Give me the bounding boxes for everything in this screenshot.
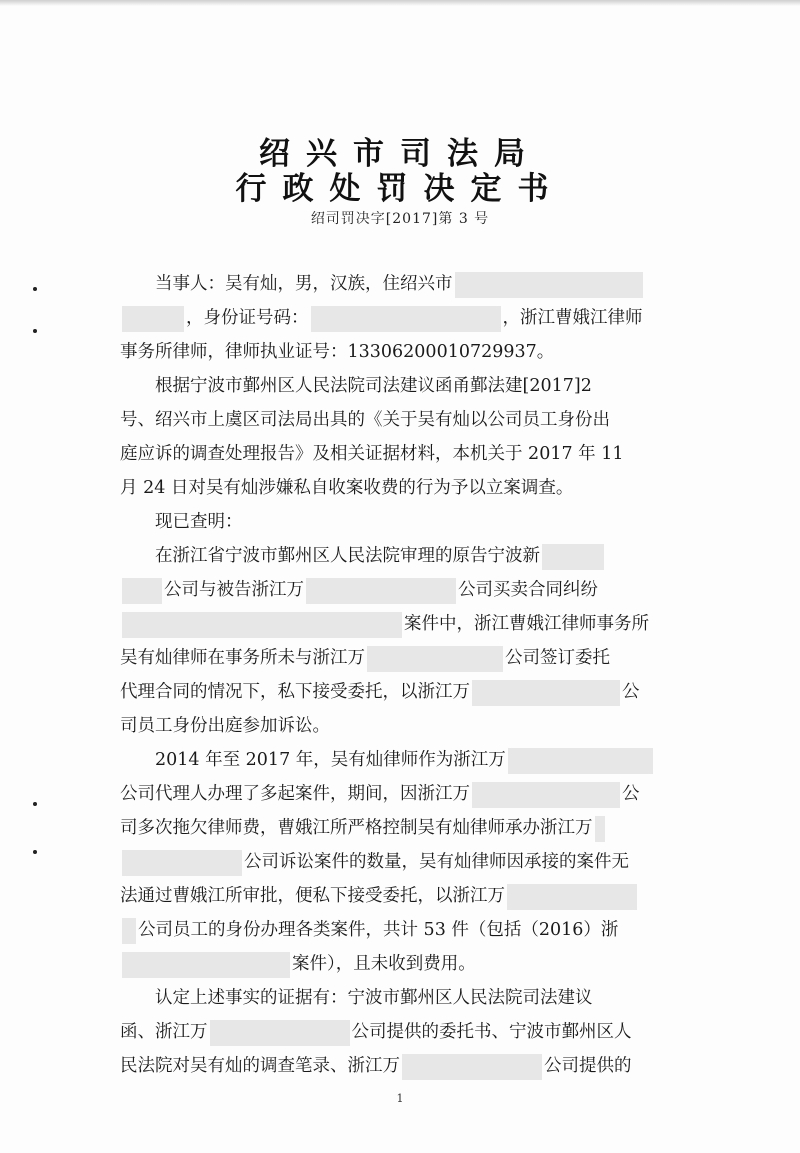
org-title: 绍兴市司法局 xyxy=(259,136,541,172)
para2-line3 xyxy=(120,438,624,470)
redaction-company-7 xyxy=(210,1020,350,1046)
para4-line3 xyxy=(120,608,649,640)
para5-line6 xyxy=(120,914,618,946)
para1-line2 xyxy=(120,302,643,334)
redaction-company-6 xyxy=(507,884,637,910)
para4-line6 xyxy=(120,710,330,742)
scan-edge-shadow xyxy=(0,0,800,6)
redaction-plaintiff-cont xyxy=(122,578,162,604)
para6-text-3a: 民法院对吴有灿的调查笔录、浙江万 xyxy=(120,1056,400,1076)
para5-text-5: 法通过曹娥江所审批，便私下接受委托，以浙江万 xyxy=(120,886,505,906)
para6-line2 xyxy=(120,1016,632,1048)
law-firm-text: ，浙江曹娥江律师 xyxy=(502,308,643,328)
redaction-case-list xyxy=(122,952,290,978)
para5-text-2b: 公 xyxy=(622,784,640,804)
para2-line2 xyxy=(120,404,610,436)
para4-text-2a: 公司与被告浙江万 xyxy=(164,580,304,600)
para4-text-2b: 公司买卖合同纠纷 xyxy=(458,580,598,600)
para5-text-1: 2014 年至 2017 年，吴有灿律师作为浙江万 xyxy=(155,750,506,770)
para6-text-2a: 函、浙江万 xyxy=(120,1022,208,1042)
para2-line1 xyxy=(155,370,592,402)
redaction-defendant xyxy=(306,578,456,604)
para4-line4 xyxy=(120,642,610,674)
para5-line3 xyxy=(120,812,607,844)
para5-text-2a: 公司代理人办理了多起案件，期间，因浙江万 xyxy=(120,784,470,804)
doc-type-title: 行政处罚决定书 xyxy=(235,171,565,207)
scan-dot-1 xyxy=(33,287,37,291)
doc-number: 绍司罚决字[2017]第 3 号 xyxy=(310,211,490,227)
redaction-address xyxy=(455,272,643,298)
para6-line1 xyxy=(155,982,593,1014)
page-number: 1 xyxy=(396,1092,404,1105)
para4-line1 xyxy=(155,540,606,572)
para6-line3 xyxy=(120,1050,632,1082)
para4-text-3: 案件中，浙江曹娥江律师事务所 xyxy=(404,614,649,634)
license-text: 事务所律师，律师执业证号：13306200010729937。 xyxy=(120,342,555,362)
para5-line1 xyxy=(155,744,655,776)
redaction-id-number xyxy=(311,306,501,332)
para1-line1 xyxy=(155,268,645,300)
scan-dot-2 xyxy=(33,329,37,333)
para5-line7 xyxy=(120,948,476,980)
para4-text-4a: 吴有灿律师在事务所未与浙江万 xyxy=(120,648,365,668)
para3-line1 xyxy=(155,506,243,538)
findings-heading: 现已查明： xyxy=(155,512,243,532)
para4-text-1: 在浙江省宁波市鄞州区人民法院审理的原告宁波新 xyxy=(155,546,540,566)
para2-text-4: 月 24 日对吴有灿涉嫌私自收案收费的行为予以立案调查。 xyxy=(120,478,574,498)
party-intro-text: 当事人：吴有灿，男，汉族，住绍兴市 xyxy=(155,274,453,294)
para5-line5 xyxy=(120,880,639,912)
para6-text-3b: 公司提供的 xyxy=(544,1056,632,1076)
redaction-company-1 xyxy=(367,646,503,672)
para4-text-5a: 代理合同的情况下，私下接受委托，以浙江万 xyxy=(120,682,470,702)
para4-text-6: 司员工身份出庭参加诉讼。 xyxy=(120,716,330,736)
redaction-address-cont xyxy=(122,306,184,332)
para5-line2 xyxy=(120,778,640,810)
para2-text-1: 根据宁波市鄞州区人民法院司法建议函甬鄞法建[2017]2 xyxy=(155,376,592,396)
redaction-company-6-cont xyxy=(122,918,136,944)
para6-text-2b: 公司提供的委托书、宁波市鄞州区人 xyxy=(351,1022,632,1042)
para2-text-3: 庭应诉的调查处理报告》及相关证据材料，本机关于 2017 年 11 xyxy=(120,444,624,464)
para5-text-3: 司多次拖欠律师费，曹娥江所严格控制吴有灿律师承办浙江万 xyxy=(120,818,593,838)
para2-line4 xyxy=(120,472,573,504)
redaction-company-2 xyxy=(472,680,620,706)
redaction-company-8 xyxy=(402,1054,542,1080)
redaction-company-4 xyxy=(472,782,620,808)
para4-text-5b: 公 xyxy=(622,682,640,702)
redaction-company-3 xyxy=(508,748,653,774)
para5-line4 xyxy=(120,846,629,878)
para4-line5 xyxy=(120,676,640,708)
para5-text-7: 案件），且未收到费用。 xyxy=(292,954,476,974)
para2-text-2: 号、绍兴市上虞区司法局出具的《关于吴有灿以公司员工身份出 xyxy=(120,410,610,430)
scan-dot-3 xyxy=(33,802,37,806)
para5-text-4: 公司诉讼案件的数量，吴有灿律师因承接的案件无 xyxy=(244,852,629,872)
redaction-case-number xyxy=(122,612,402,638)
redaction-company-5 xyxy=(595,816,605,842)
redaction-company-5-cont xyxy=(122,850,242,876)
para4-text-4b: 公司签订委托 xyxy=(505,648,610,668)
para4-line2 xyxy=(120,574,598,606)
redaction-plaintiff xyxy=(542,544,604,570)
scan-dot-4 xyxy=(33,850,37,854)
para6-text-1: 认定上述事实的证据有：宁波市鄞州区人民法院司法建议 xyxy=(155,988,593,1008)
para1-line3 xyxy=(120,336,554,368)
para5-text-6: 公司员工的身份办理各类案件，共计 53 件（包括（2016）浙 xyxy=(138,920,619,940)
id-number-label: ，身份证号码： xyxy=(186,308,309,328)
